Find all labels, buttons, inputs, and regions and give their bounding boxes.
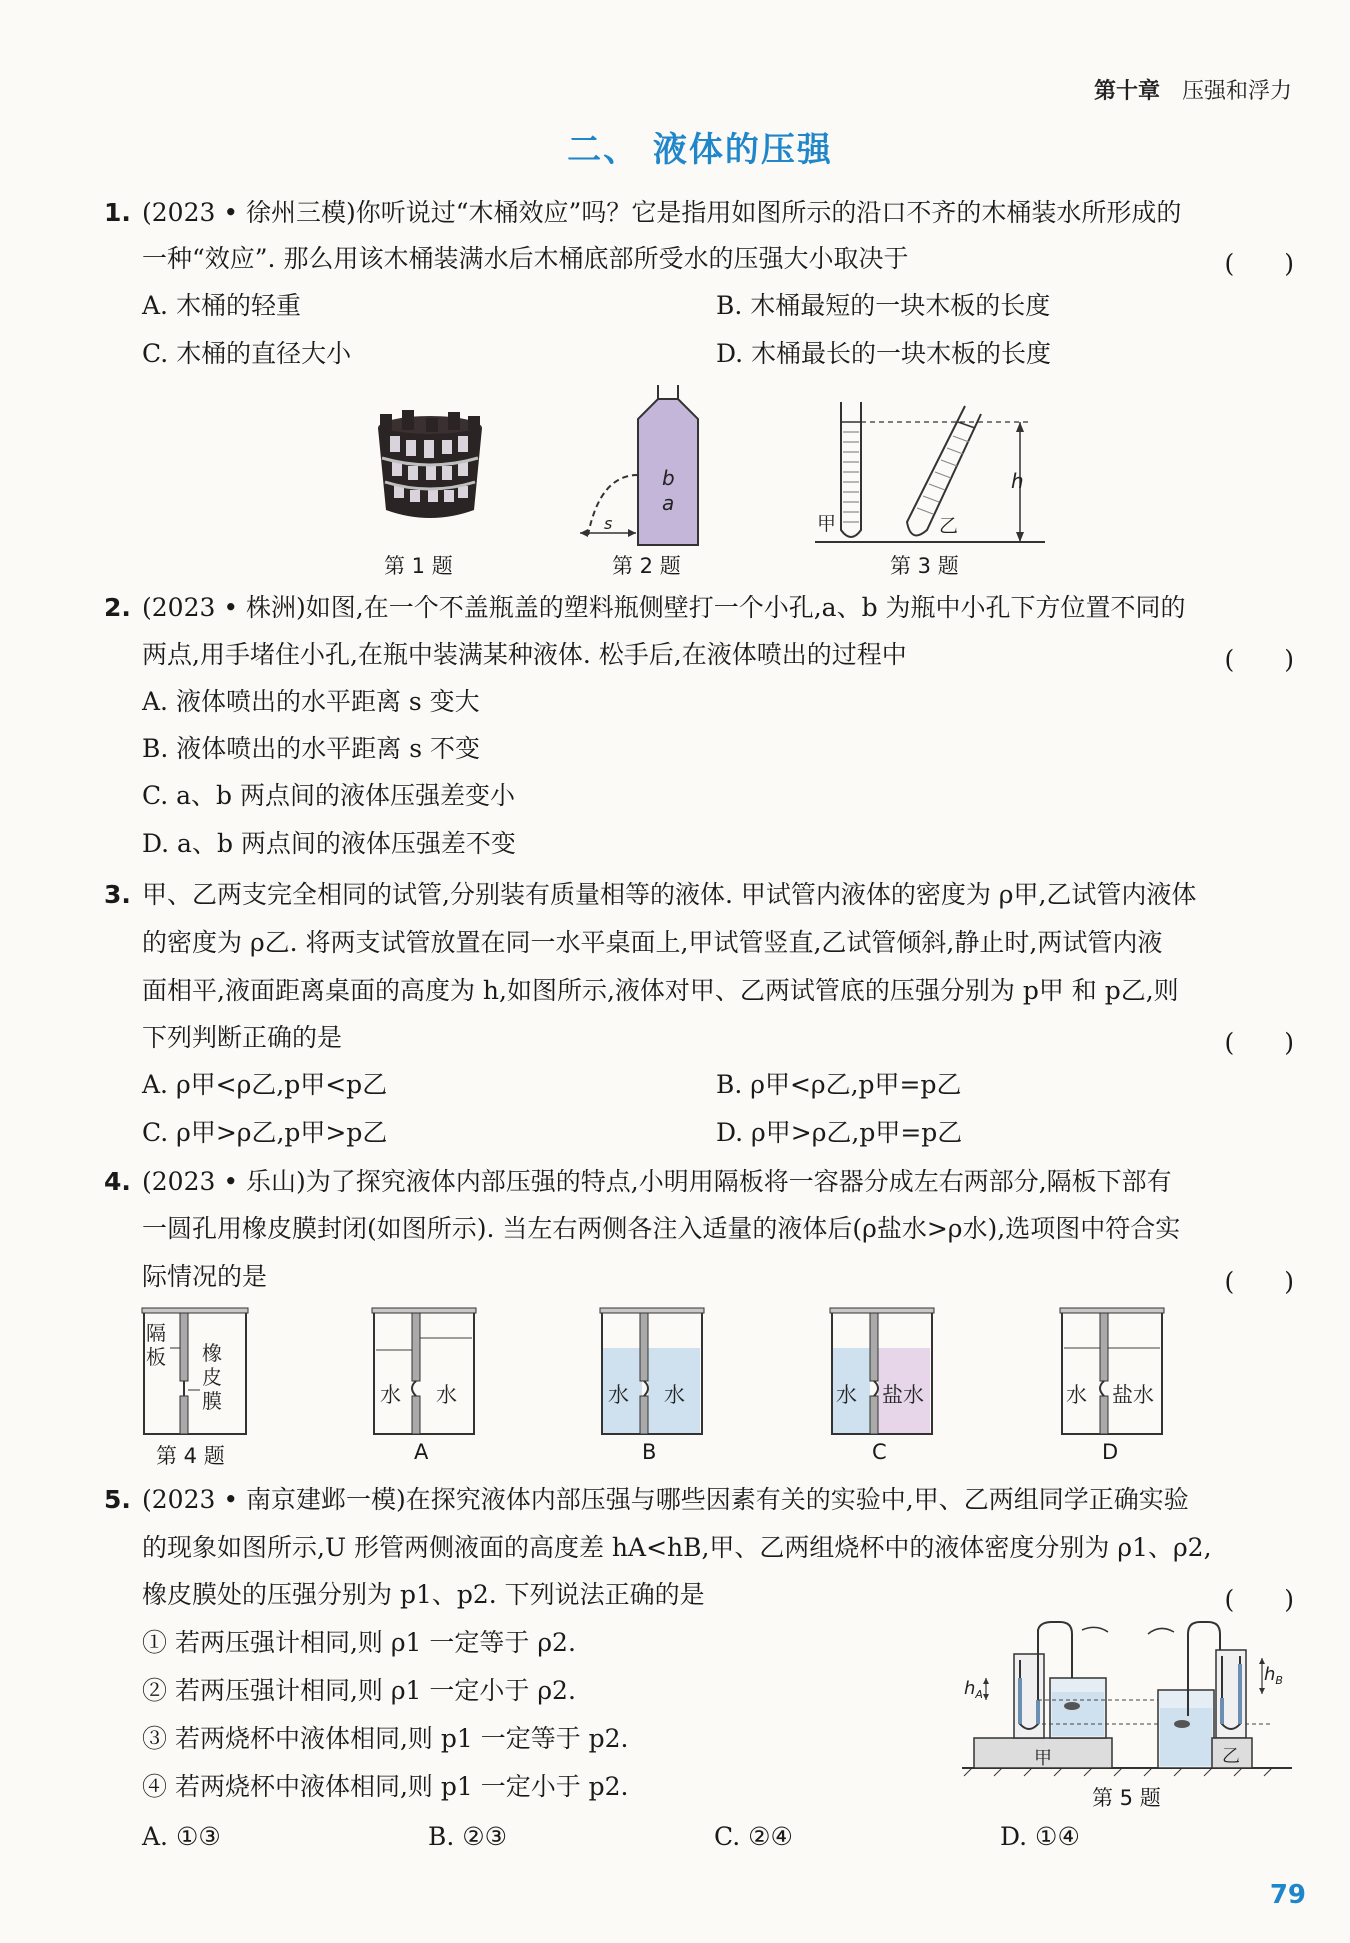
- figure-4-label-membrane: 橡皮膜: [202, 1341, 222, 1413]
- page-number: 79: [1269, 1880, 1306, 1910]
- question-2-line-2: 两点,用手堵住小孔,在瓶中装满某种液体. 松手后,在液体喷出的过程中: [142, 640, 907, 669]
- question-1-answer-blank[interactable]: ( ): [1224, 249, 1294, 278]
- option-b-left-liquid: 水: [608, 1383, 629, 1407]
- figure-3-test-tubes: [815, 402, 1045, 542]
- option-c-right-liquid: 盐水: [882, 1383, 924, 1407]
- figure-4-container: [142, 1308, 248, 1436]
- option-d-left-liquid: 水: [1066, 1383, 1087, 1407]
- question-3-option-c: C. ρ甲>ρ乙,p甲>p乙: [142, 1118, 388, 1147]
- question-4-number: 4.: [104, 1167, 131, 1196]
- figure-4-option-c: [830, 1308, 934, 1436]
- question-5-answer-blank[interactable]: ( ): [1224, 1585, 1294, 1614]
- figure-5-caption: 第 5 题: [1092, 1786, 1161, 1810]
- figure-4-label-partition: 隔板: [146, 1321, 166, 1369]
- question-2-option-a: A. 液体喷出的水平距离 s 变大: [142, 687, 480, 716]
- figure-2-label-s: s: [604, 514, 613, 533]
- question-1-option-d: D. 木桶最长的一块木板的长度: [716, 339, 1052, 368]
- question-3-number: 3.: [104, 880, 131, 909]
- question-5-option-a: A. ①③: [142, 1822, 221, 1851]
- option-d-right-liquid: 盐水: [1112, 1383, 1154, 1407]
- question-4-line-3: 际情况的是: [142, 1262, 268, 1291]
- question-2-option-c: C. a、b 两点间的液体压强差变小: [142, 781, 515, 810]
- figure-4-caption: 第 4 题: [156, 1444, 225, 1468]
- question-1-line-1: (2023 • 徐州三模)你听说过“木桶效应”吗？它是指用如图所示的沿口不齐的木桶装水所形成的: [142, 198, 1182, 227]
- section-title: 二、 液体的压强: [567, 130, 833, 170]
- question-5-statement-1: ① 若两压强计相同,则 ρ1 一定等于 ρ2.: [142, 1628, 576, 1657]
- figure-2-label-b: b: [662, 466, 675, 490]
- figure-5-label-jia: 甲: [1034, 1748, 1052, 1769]
- option-a-left-liquid: 水: [380, 1383, 401, 1407]
- chapter-title: 压强和浮力: [1181, 79, 1292, 104]
- question-3-line-2: 的密度为 ρ乙. 将两支试管放置在同一水平桌面上,甲试管竖直,乙试管倾斜,静止时,两试管内液: [142, 928, 1163, 957]
- option-b-right-liquid: 水: [664, 1383, 685, 1407]
- figure-2-bottle: [570, 385, 730, 545]
- figure-3-label-yi: 乙: [939, 515, 959, 537]
- question-2-option-b: B. 液体喷出的水平距离 s 不变: [142, 734, 480, 763]
- figure-3-label-h: h: [1011, 469, 1024, 493]
- figure-2-caption: 第 2 题: [612, 554, 681, 578]
- question-3-option-b: B. ρ甲<ρ乙,p甲=p乙: [716, 1070, 962, 1099]
- figure-3-caption: 第 3 题: [890, 554, 959, 578]
- question-4-line-1: (2023 • 乐山)为了探究液体内部压强的特点,小明用隔板将一容器分成左右两部分,隔板下部有: [142, 1167, 1172, 1196]
- figure-4-option-c-caption: C: [872, 1440, 887, 1464]
- question-2-option-d: D. a、b 两点间的液体压强差不变: [142, 829, 516, 858]
- figure-4-option-d-caption: D: [1102, 1440, 1119, 1464]
- question-5-statement-3: ③ 若两烧杯中液体相同,则 p1 一定等于 p2.: [142, 1724, 629, 1753]
- question-4-line-2: 一圆孔用橡皮膜封闭(如图所示). 当左右两侧各注入适量的液体后(ρ盐水>ρ水),选项图中符合实: [142, 1214, 1181, 1243]
- figure-3-label-jia: 甲: [817, 513, 837, 535]
- question-3-option-d: D. ρ甲>ρ乙,p甲=p乙: [716, 1118, 963, 1147]
- question-3-option-a: A. ρ甲<ρ乙,p甲<p乙: [142, 1070, 388, 1099]
- question-3-line-4: 下列判断正确的是: [142, 1023, 343, 1052]
- figure-1-bucket: [370, 410, 490, 530]
- question-5-number: 5.: [104, 1485, 131, 1514]
- question-3-line-3: 面相平,液面距离桌面的高度为 h,如图所示,液体对甲、乙两试管底的压强分别为 p甲 和 p乙,则: [142, 976, 1179, 1005]
- figure-5-label-hb: $h_B$: [1264, 1664, 1283, 1687]
- figure-1-caption: 第 1 题: [384, 554, 453, 578]
- question-1-line-2: 一种“效应”. 那么用该木桶装满水后木桶底部所受水的压强大小取决于: [142, 244, 909, 273]
- question-5-option-c: C. ②④: [714, 1822, 793, 1851]
- question-5-statement-2: ② 若两压强计相同,则 ρ1 一定小于 ρ2.: [142, 1676, 576, 1705]
- question-5-option-b: B. ②③: [428, 1822, 508, 1851]
- figure-4-option-a-caption: A: [414, 1440, 429, 1464]
- chapter-number: 第十章: [1093, 79, 1160, 104]
- figure-4-option-d: [1060, 1308, 1164, 1436]
- question-5-line-1: (2023 • 南京建邺一模)在探究液体内部压强与哪些因素有关的实验中,甲、乙两组同学正确实验: [142, 1485, 1189, 1514]
- figure-4-option-a: [372, 1308, 476, 1436]
- question-4-answer-blank[interactable]: ( ): [1224, 1267, 1294, 1296]
- question-2-answer-blank[interactable]: ( ): [1224, 645, 1294, 674]
- question-3-line-1: 甲、乙两支完全相同的试管,分别装有质量相等的液体. 甲试管内液体的密度为 ρ甲,乙试管内液体: [142, 880, 1197, 909]
- question-1-number: 1.: [104, 198, 131, 227]
- question-3-answer-blank[interactable]: ( ): [1224, 1028, 1294, 1057]
- question-1-option-c: C. 木桶的直径大小: [142, 339, 352, 368]
- question-1-option-b: B. 木桶最短的一块木板的长度: [716, 291, 1051, 320]
- figure-5-pressure-gauges: [962, 1620, 1292, 1770]
- question-1-option-a: A. 木桶的轻重: [142, 291, 301, 320]
- question-5-statement-4: ④ 若两烧杯中液体相同,则 p1 一定小于 p2.: [142, 1772, 629, 1801]
- question-2-line-1: (2023 • 株洲)如图,在一个不盖瓶盖的塑料瓶侧壁打一个小孔,a、b 为瓶中小孔下方位置不同的: [142, 593, 1186, 622]
- figure-4-option-b-caption: B: [642, 1440, 657, 1464]
- option-a-right-liquid: 水: [436, 1383, 457, 1407]
- question-5-option-d: D. ①④: [1000, 1822, 1080, 1851]
- option-c-left-liquid: 水: [836, 1383, 857, 1407]
- figure-5-label-ha: $h_A$: [964, 1678, 983, 1701]
- question-2-number: 2.: [104, 593, 131, 622]
- question-5-line-2: 的现象如图所示,U 形管两侧液面的高度差 hA<hB,甲、乙两组烧杯中的液体密度分别为 ρ1、ρ2,: [142, 1533, 1212, 1562]
- figure-2-label-a: a: [662, 491, 675, 515]
- figure-4-option-b: [600, 1308, 704, 1436]
- chapter-header: [1094, 74, 1292, 105]
- figure-5-label-yi: 乙: [1222, 1746, 1240, 1767]
- question-5-line-3: 橡皮膜处的压强分别为 p1、p2. 下列说法正确的是: [142, 1580, 705, 1609]
